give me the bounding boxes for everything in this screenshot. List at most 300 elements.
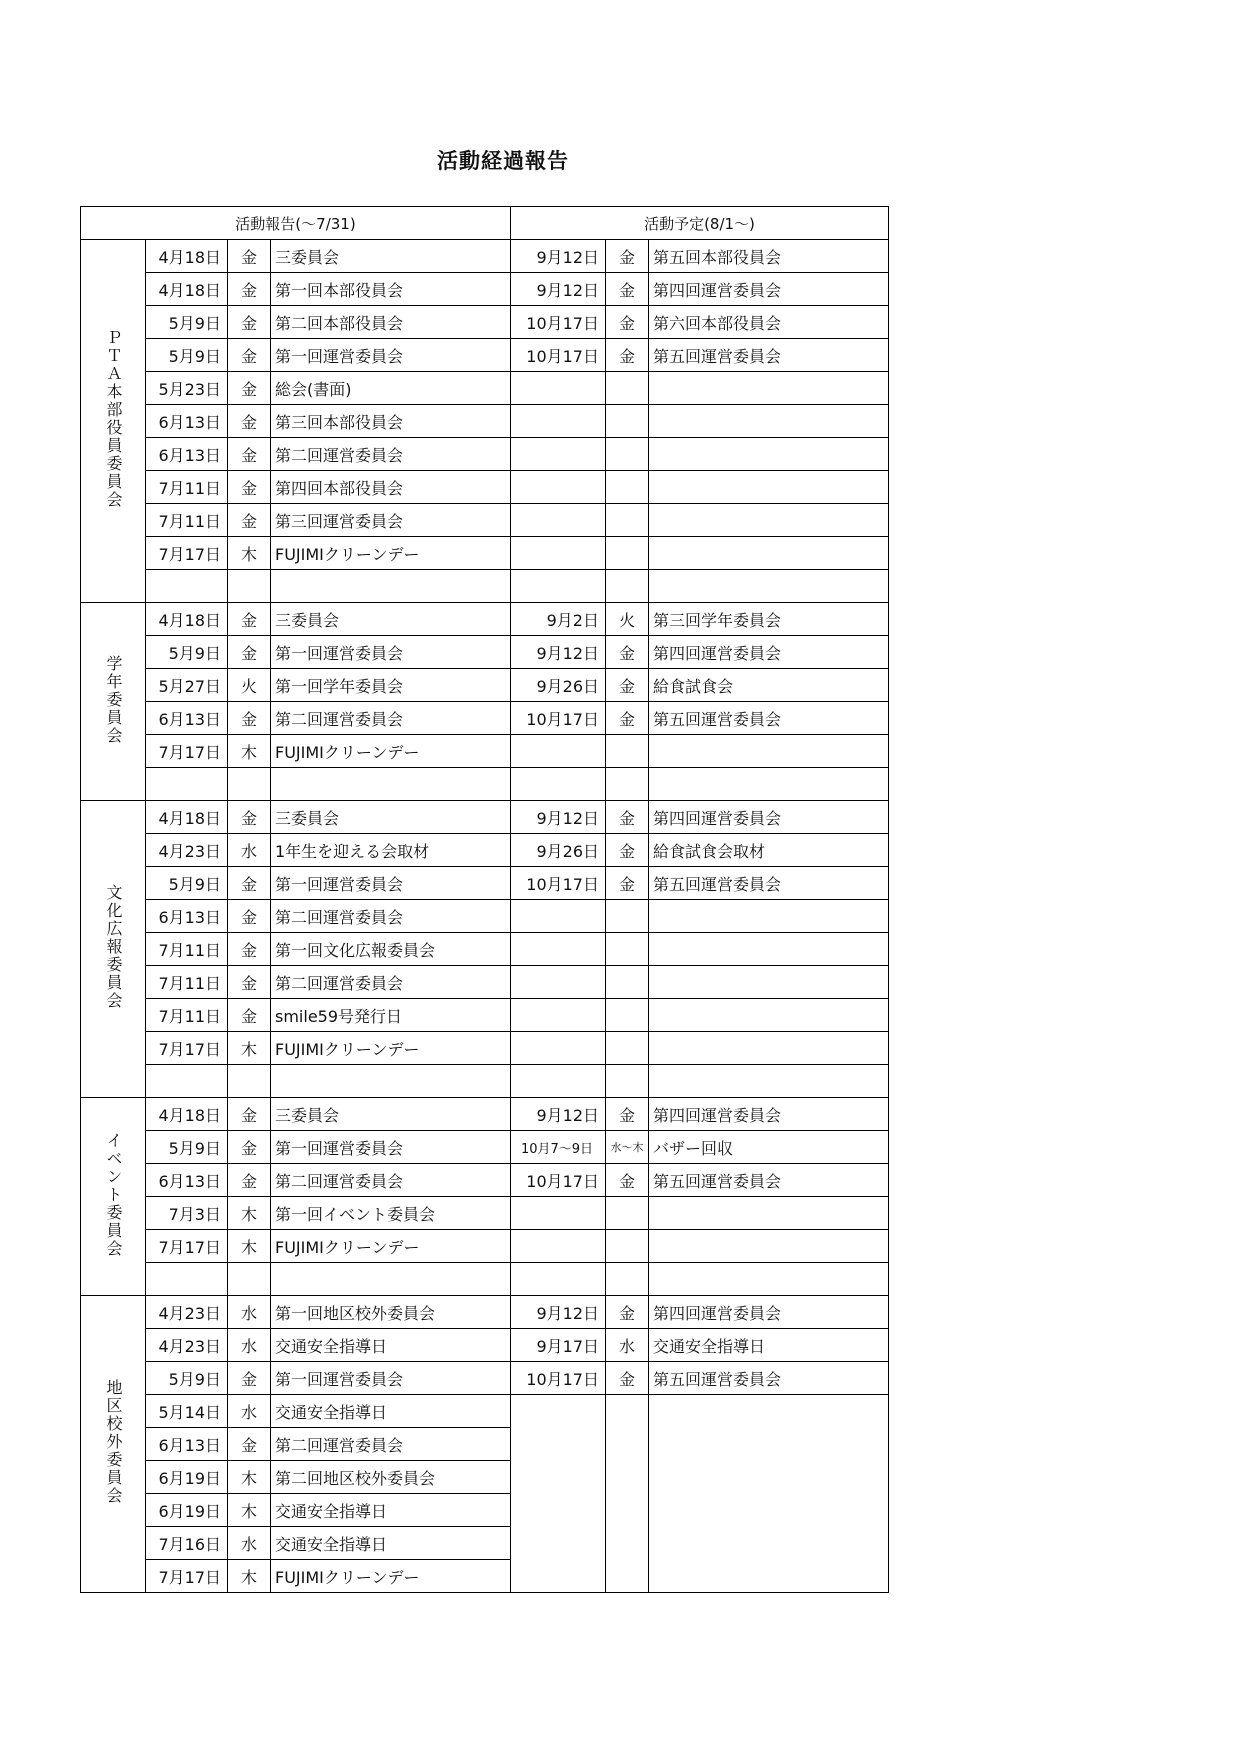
plan-event <box>649 504 889 537</box>
plan-weekday: 金 <box>606 702 649 735</box>
plan-event <box>649 933 889 966</box>
report-event: 第一回学年委員会 <box>271 669 511 702</box>
report-date: 5月9日 <box>146 306 228 339</box>
report-event <box>271 1263 511 1296</box>
plan-weekday <box>606 504 649 537</box>
plan-date <box>511 1065 606 1098</box>
table-row <box>81 1362 889 1395</box>
plan-event <box>649 570 889 603</box>
plan-weekday: 火 <box>606 603 649 636</box>
report-weekday: 木 <box>228 1230 271 1263</box>
report-weekday: 金 <box>228 1131 271 1164</box>
report-event: FUJIMIクリーンデー <box>271 1230 511 1263</box>
table-row <box>81 933 889 966</box>
plan-event <box>649 1263 889 1296</box>
plan-event <box>649 405 889 438</box>
report-date: 7月11日 <box>146 966 228 999</box>
plan-weekday <box>606 768 649 801</box>
plan-weekday-empty <box>606 1395 649 1428</box>
plan-date: 9月12日 <box>511 1098 606 1131</box>
plan-event-empty <box>649 1428 889 1461</box>
table-row <box>81 834 889 867</box>
plan-date: 9月12日 <box>511 273 606 306</box>
group-name-cell <box>81 240 146 603</box>
plan-weekday: 金 <box>606 801 649 834</box>
plan-date: 9月12日 <box>511 1296 606 1329</box>
plan-date <box>511 900 606 933</box>
group-name: 地区校外委員会 <box>104 1379 123 1505</box>
plan-date <box>511 768 606 801</box>
report-event: 第三回本部役員会 <box>271 405 511 438</box>
report-date: 4月18日 <box>146 1098 228 1131</box>
plan-event: 給食試食会取材 <box>649 834 889 867</box>
report-weekday: 木 <box>228 1494 271 1527</box>
table-row <box>81 372 889 405</box>
plan-date-empty <box>511 1494 606 1527</box>
report-event: smile59号発行日 <box>271 999 511 1032</box>
plan-date <box>511 999 606 1032</box>
plan-date: 10月17日 <box>511 867 606 900</box>
report-weekday: 金 <box>228 405 271 438</box>
report-weekday: 水 <box>228 834 271 867</box>
report-weekday <box>228 570 271 603</box>
plan-date <box>511 405 606 438</box>
report-date: 7月17日 <box>146 1560 228 1593</box>
report-date: 7月11日 <box>146 933 228 966</box>
plan-date: 9月12日 <box>511 801 606 834</box>
table-row <box>81 1065 889 1098</box>
report-weekday: 金 <box>228 867 271 900</box>
report-event: 三委員会 <box>271 240 511 273</box>
plan-weekday <box>606 438 649 471</box>
report-date: 7月17日 <box>146 537 228 570</box>
report-event: 第二回地区校外委員会 <box>271 1461 511 1494</box>
plan-date <box>511 537 606 570</box>
plan-event: 第五回本部役員会 <box>649 240 889 273</box>
report-weekday <box>228 768 271 801</box>
plan-header: 活動予定(8/1～) <box>511 207 889 240</box>
report-weekday: 金 <box>228 603 271 636</box>
plan-event <box>649 1065 889 1098</box>
plan-weekday <box>606 372 649 405</box>
report-date: 7月17日 <box>146 1230 228 1263</box>
plan-event: バザー回収 <box>649 1131 889 1164</box>
table-row <box>81 1527 889 1560</box>
report-weekday <box>228 1263 271 1296</box>
plan-event: 第三回学年委員会 <box>649 603 889 636</box>
report-weekday: 木 <box>228 1197 271 1230</box>
report-date: 7月3日 <box>146 1197 228 1230</box>
report-event: 第一回文化広報委員会 <box>271 933 511 966</box>
report-date <box>146 768 228 801</box>
report-date: 4月23日 <box>146 1329 228 1362</box>
table-row <box>81 1131 889 1164</box>
report-event: 三委員会 <box>271 801 511 834</box>
report-date: 5月9日 <box>146 867 228 900</box>
table-row <box>81 504 889 537</box>
table-row <box>81 636 889 669</box>
table-row <box>81 999 889 1032</box>
report-event: 交通安全指導日 <box>271 1395 511 1428</box>
plan-event <box>649 471 889 504</box>
plan-event: 第四回運営委員会 <box>649 636 889 669</box>
report-weekday: 水 <box>228 1395 271 1428</box>
report-event: 第一回運営委員会 <box>271 339 511 372</box>
report-weekday: 金 <box>228 702 271 735</box>
report-event: FUJIMIクリーンデー <box>271 537 511 570</box>
plan-weekday: 金 <box>606 1296 649 1329</box>
plan-date <box>511 1230 606 1263</box>
plan-date: 10月17日 <box>511 306 606 339</box>
plan-date-empty <box>511 1527 606 1560</box>
report-event: 第一回運営委員会 <box>271 636 511 669</box>
report-date: 5月14日 <box>146 1395 228 1428</box>
plan-event <box>649 438 889 471</box>
report-date: 4月18日 <box>146 603 228 636</box>
plan-event <box>649 768 889 801</box>
plan-weekday <box>606 1230 649 1263</box>
group-name: 文化広報委員会 <box>104 884 123 1010</box>
plan-weekday-empty <box>606 1527 649 1560</box>
table-row <box>81 537 889 570</box>
report-event: 第四回本部役員会 <box>271 471 511 504</box>
table-row <box>81 1329 889 1362</box>
table-row <box>81 1164 889 1197</box>
plan-event <box>649 1230 889 1263</box>
report-date: 4月18日 <box>146 273 228 306</box>
table-row <box>81 1560 889 1593</box>
report-date: 7月11日 <box>146 504 228 537</box>
plan-weekday <box>606 1197 649 1230</box>
report-weekday: 木 <box>228 537 271 570</box>
plan-event <box>649 1197 889 1230</box>
plan-weekday <box>606 1032 649 1065</box>
report-date: 5月9日 <box>146 636 228 669</box>
group-name: イベント委員会 <box>104 1131 123 1258</box>
plan-event: 第四回運営委員会 <box>649 273 889 306</box>
group-name-cell <box>81 801 146 1098</box>
plan-date: 9月17日 <box>511 1329 606 1362</box>
report-date: 7月17日 <box>146 1032 228 1065</box>
report-date: 6月13日 <box>146 900 228 933</box>
report-date: 5月9日 <box>146 1362 228 1395</box>
report-weekday: 金 <box>228 933 271 966</box>
table-row <box>81 1461 889 1494</box>
plan-event-empty <box>649 1527 889 1560</box>
report-weekday: 金 <box>228 1428 271 1461</box>
report-weekday: 水 <box>228 1329 271 1362</box>
plan-event <box>649 999 889 1032</box>
report-header: 活動報告(～7/31) <box>81 207 511 240</box>
plan-event: 第四回運営委員会 <box>649 1098 889 1131</box>
report-event: 第二回運営委員会 <box>271 1428 511 1461</box>
report-date: 5月9日 <box>146 339 228 372</box>
plan-date: 9月12日 <box>511 636 606 669</box>
report-event: 第一回運営委員会 <box>271 1131 511 1164</box>
report-date <box>146 570 228 603</box>
table-row <box>81 966 889 999</box>
plan-weekday: 金 <box>606 669 649 702</box>
plan-weekday: 金 <box>606 1362 649 1395</box>
report-event: 第二回本部役員会 <box>271 306 511 339</box>
plan-weekday <box>606 999 649 1032</box>
plan-event <box>649 735 889 768</box>
group-name-cell <box>81 1098 146 1296</box>
table-row <box>81 570 889 603</box>
report-event <box>271 1065 511 1098</box>
report-event: FUJIMIクリーンデー <box>271 1032 511 1065</box>
report-event: 第二回運営委員会 <box>271 1164 511 1197</box>
report-event: 第二回運営委員会 <box>271 438 511 471</box>
plan-date-empty <box>511 1560 606 1593</box>
report-weekday: 金 <box>228 306 271 339</box>
report-event: 第二回運営委員会 <box>271 966 511 999</box>
report-date: 6月13日 <box>146 702 228 735</box>
table-row <box>81 471 889 504</box>
report-event: 交通安全指導日 <box>271 1527 511 1560</box>
report-event: 第一回イベント委員会 <box>271 1197 511 1230</box>
plan-date <box>511 1263 606 1296</box>
plan-weekday <box>606 900 649 933</box>
plan-weekday: 水～木 <box>606 1131 649 1164</box>
report-weekday: 金 <box>228 1164 271 1197</box>
plan-weekday-empty <box>606 1494 649 1527</box>
table-row <box>81 306 889 339</box>
group-name-cell <box>81 603 146 801</box>
plan-date: 10月17日 <box>511 1164 606 1197</box>
report-event: 交通安全指導日 <box>271 1329 511 1362</box>
plan-event-empty <box>649 1494 889 1527</box>
table-row <box>81 240 889 273</box>
report-event <box>271 570 511 603</box>
report-weekday: 水 <box>228 1296 271 1329</box>
report-weekday: 金 <box>228 1098 271 1131</box>
report-weekday: 金 <box>228 900 271 933</box>
plan-weekday <box>606 405 649 438</box>
table-row <box>81 1263 889 1296</box>
table-row <box>81 1230 889 1263</box>
plan-weekday: 金 <box>606 636 649 669</box>
plan-date <box>511 1197 606 1230</box>
report-weekday: 金 <box>228 966 271 999</box>
table-row <box>81 768 889 801</box>
plan-weekday <box>606 735 649 768</box>
plan-event-empty <box>649 1461 889 1494</box>
report-date <box>146 1065 228 1098</box>
plan-weekday <box>606 966 649 999</box>
report-date: 6月13日 <box>146 1164 228 1197</box>
report-event: 第一回本部役員会 <box>271 273 511 306</box>
report-event: 三委員会 <box>271 603 511 636</box>
report-date: 6月13日 <box>146 438 228 471</box>
plan-event <box>649 537 889 570</box>
table-row <box>81 1296 889 1329</box>
report-event: 第二回運営委員会 <box>271 900 511 933</box>
plan-date: 10月17日 <box>511 702 606 735</box>
report-weekday <box>228 1065 271 1098</box>
page-title: 活動経過報告 <box>437 149 569 173</box>
table-row <box>81 273 889 306</box>
report-event: 交通安全指導日 <box>271 1494 511 1527</box>
plan-event <box>649 372 889 405</box>
plan-event: 第五回運営委員会 <box>649 1164 889 1197</box>
report-weekday: 木 <box>228 1560 271 1593</box>
plan-event: 第四回運営委員会 <box>649 1296 889 1329</box>
report-event <box>271 768 511 801</box>
plan-weekday: 金 <box>606 306 649 339</box>
plan-weekday-empty <box>606 1428 649 1461</box>
plan-weekday: 金 <box>606 339 649 372</box>
report-date: 7月11日 <box>146 471 228 504</box>
report-weekday: 金 <box>228 372 271 405</box>
report-date: 6月19日 <box>146 1461 228 1494</box>
table-row <box>81 339 889 372</box>
plan-event: 第五回運営委員会 <box>649 702 889 735</box>
table-row <box>81 801 889 834</box>
plan-event <box>649 966 889 999</box>
report-event: 第一回運営委員会 <box>271 1362 511 1395</box>
table-row <box>81 702 889 735</box>
report-weekday: 金 <box>228 471 271 504</box>
report-date: 4月18日 <box>146 240 228 273</box>
report-event: FUJIMIクリーンデー <box>271 735 511 768</box>
table-row <box>81 867 889 900</box>
report-date: 6月13日 <box>146 405 228 438</box>
plan-date <box>511 471 606 504</box>
report-event: 三委員会 <box>271 1098 511 1131</box>
plan-event <box>649 900 889 933</box>
report-date: 5月23日 <box>146 372 228 405</box>
table-row <box>81 669 889 702</box>
report-weekday: 金 <box>228 273 271 306</box>
table-row <box>81 405 889 438</box>
report-weekday: 金 <box>228 1362 271 1395</box>
group-name: ＰＴＡ本部役員委員会 <box>104 329 123 509</box>
table-row <box>81 1395 889 1428</box>
plan-event-empty <box>649 1560 889 1593</box>
plan-weekday <box>606 1065 649 1098</box>
report-date: 7月17日 <box>146 735 228 768</box>
plan-weekday: 金 <box>606 1098 649 1131</box>
table-row <box>81 438 889 471</box>
plan-weekday <box>606 570 649 603</box>
report-weekday: 金 <box>228 999 271 1032</box>
table-row <box>81 900 889 933</box>
plan-event: 交通安全指導日 <box>649 1329 889 1362</box>
activity-report-table <box>80 206 889 1593</box>
plan-weekday-empty <box>606 1461 649 1494</box>
report-date: 5月27日 <box>146 669 228 702</box>
plan-event-empty <box>649 1395 889 1428</box>
report-date: 4月23日 <box>146 1296 228 1329</box>
plan-date-empty <box>511 1428 606 1461</box>
report-weekday: 金 <box>228 240 271 273</box>
report-date: 7月11日 <box>146 999 228 1032</box>
report-weekday: 木 <box>228 735 271 768</box>
plan-date: 10月17日 <box>511 1362 606 1395</box>
plan-event: 第四回運営委員会 <box>649 801 889 834</box>
plan-date <box>511 735 606 768</box>
table-row <box>81 1428 889 1461</box>
plan-date: 10月17日 <box>511 339 606 372</box>
plan-weekday <box>606 933 649 966</box>
table-row <box>81 603 889 636</box>
header-row <box>81 207 889 240</box>
report-date: 6月13日 <box>146 1428 228 1461</box>
report-event: 総会(書面) <box>271 372 511 405</box>
plan-date <box>511 966 606 999</box>
plan-event: 第五回運営委員会 <box>649 339 889 372</box>
plan-date: 9月12日 <box>511 240 606 273</box>
table-row <box>81 1032 889 1065</box>
report-event: 第三回運営委員会 <box>271 504 511 537</box>
plan-date: 9月26日 <box>511 669 606 702</box>
plan-event: 第五回運営委員会 <box>649 867 889 900</box>
plan-event: 第六回本部役員会 <box>649 306 889 339</box>
plan-weekday: 金 <box>606 240 649 273</box>
plan-weekday <box>606 1263 649 1296</box>
report-date: 7月16日 <box>146 1527 228 1560</box>
table-row <box>81 1494 889 1527</box>
table-row <box>81 1098 889 1131</box>
plan-weekday: 水 <box>606 1329 649 1362</box>
plan-weekday: 金 <box>606 1164 649 1197</box>
plan-date <box>511 570 606 603</box>
plan-date: 10月7～9日 <box>511 1131 606 1164</box>
report-weekday: 金 <box>228 801 271 834</box>
report-weekday: 金 <box>228 636 271 669</box>
report-weekday: 火 <box>228 669 271 702</box>
plan-weekday: 金 <box>606 273 649 306</box>
plan-date-empty <box>511 1461 606 1494</box>
plan-date <box>511 504 606 537</box>
plan-date-empty <box>511 1395 606 1428</box>
plan-date <box>511 933 606 966</box>
plan-date <box>511 372 606 405</box>
plan-event: 給食試食会 <box>649 669 889 702</box>
plan-event: 第五回運営委員会 <box>649 1362 889 1395</box>
plan-weekday <box>606 471 649 504</box>
report-date: 5月9日 <box>146 1131 228 1164</box>
report-weekday: 木 <box>228 1032 271 1065</box>
table-row <box>81 735 889 768</box>
plan-weekday-empty <box>606 1560 649 1593</box>
table-row <box>81 1197 889 1230</box>
plan-weekday: 金 <box>606 834 649 867</box>
report-date: 6月19日 <box>146 1494 228 1527</box>
plan-event <box>649 1032 889 1065</box>
report-weekday: 水 <box>228 1527 271 1560</box>
report-weekday: 金 <box>228 504 271 537</box>
report-event: 第一回運営委員会 <box>271 867 511 900</box>
plan-date <box>511 438 606 471</box>
plan-date: 9月2日 <box>511 603 606 636</box>
group-name: 学年委員会 <box>104 654 123 745</box>
report-date: 4月18日 <box>146 801 228 834</box>
report-weekday: 金 <box>228 339 271 372</box>
report-weekday: 金 <box>228 438 271 471</box>
report-date: 4月23日 <box>146 834 228 867</box>
report-event: FUJIMIクリーンデー <box>271 1560 511 1593</box>
report-event: 第一回地区校外委員会 <box>271 1296 511 1329</box>
report-event: 第二回運営委員会 <box>271 702 511 735</box>
report-weekday: 木 <box>228 1461 271 1494</box>
plan-weekday: 金 <box>606 867 649 900</box>
plan-weekday <box>606 537 649 570</box>
report-event: 1年生を迎える会取材 <box>271 834 511 867</box>
plan-date <box>511 1032 606 1065</box>
report-date <box>146 1263 228 1296</box>
